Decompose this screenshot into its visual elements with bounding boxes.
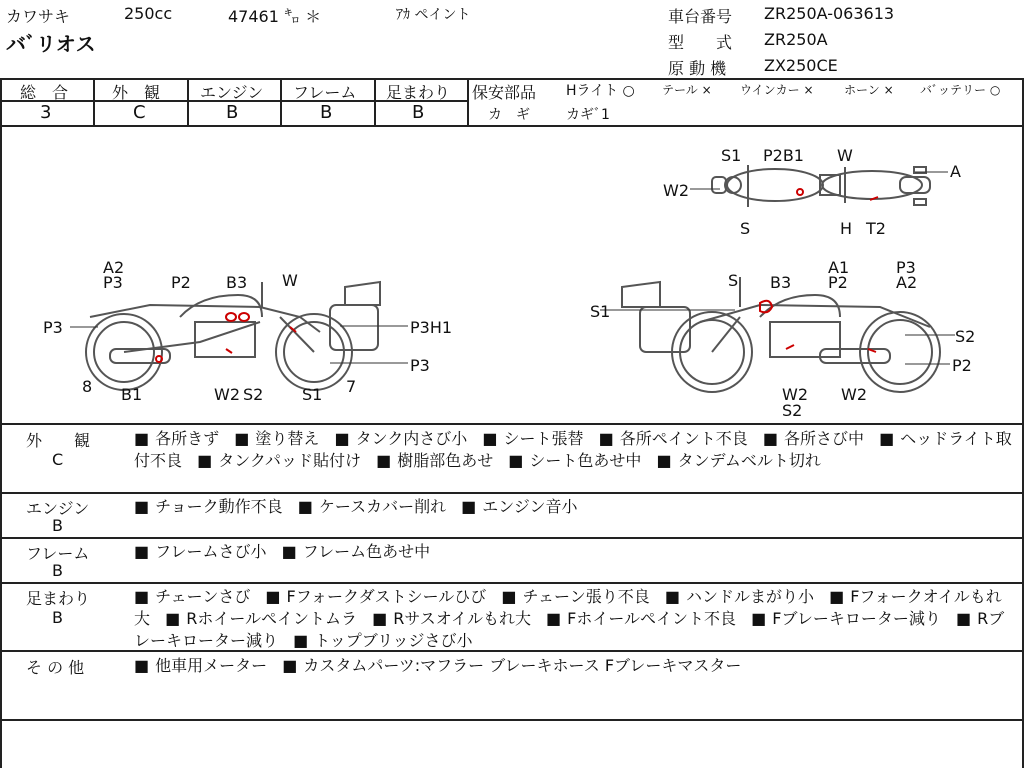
right-side-bike-drawing: [622, 277, 940, 392]
remark-item: ■ Fフォークオイルもれ大: [134, 587, 1002, 628]
remark-item: ■ ハンドルまがり小: [665, 587, 814, 606]
diagram-label: S: [728, 271, 739, 290]
key-value: カギﾞ1: [566, 107, 610, 123]
divider: [93, 78, 95, 126]
remark-item: ■ エンジン音小: [461, 497, 577, 516]
grade-header-total: 総 合: [20, 83, 69, 102]
remark-item: ■ ヘッドライト取付不良: [134, 429, 1012, 470]
color: ｱｶ ペイント: [396, 7, 471, 23]
remark-item: ■ フレームさび小: [134, 542, 267, 561]
diagram-label: S1: [302, 385, 323, 404]
remark-item: ■ Rホイールペイントムラ: [165, 609, 357, 628]
remark-item: ■ チェーンさび: [134, 587, 250, 606]
remark-item: ■ ケースカバー削れ: [298, 497, 446, 516]
diagram-label: S1: [590, 302, 611, 321]
remark-item: ■ 各所きず: [134, 429, 219, 448]
divider: [187, 78, 189, 126]
diagram-label: A2: [103, 258, 125, 277]
divider: [0, 582, 1024, 584]
engine-label: 原 動 機: [668, 59, 727, 78]
diagram-label: W2: [782, 385, 808, 404]
diagram-label: P3H1: [410, 318, 453, 337]
diagram-label: P3: [103, 273, 123, 292]
engine-value: ZX250CE: [764, 56, 838, 75]
remark-item: ■ 各所ペイント不良: [599, 429, 748, 448]
diagram-label: T2: [866, 219, 886, 238]
type-label: 型 式: [668, 33, 733, 52]
diagram-label: W2: [663, 181, 689, 200]
diagram-label: P3: [896, 258, 916, 277]
diagram-label: B3: [226, 273, 248, 292]
remark-items-exterior: [134, 428, 1014, 472]
grade-exterior: C: [133, 102, 146, 123]
remark-items-suspension: [134, 586, 1014, 652]
motorcycle-diagrams: [0, 127, 1024, 423]
diagram-label: 7: [346, 377, 357, 396]
diagram-label: W: [837, 146, 853, 165]
diagram-label: H: [840, 219, 853, 238]
remark-items-frame: [134, 541, 1014, 563]
remark-items-other: [134, 655, 1014, 677]
diagram-label: W: [282, 271, 298, 290]
diagram-label: S2: [782, 401, 803, 420]
left-side-bike-drawing: [86, 282, 380, 390]
remark-item: ■ チェーン張り不良: [501, 587, 649, 606]
diagram-label: P2: [952, 356, 972, 375]
diagram-label: S2: [955, 327, 976, 346]
remark-title-exterior: 外 観: [26, 431, 91, 450]
remark-items-engine: [134, 496, 1014, 518]
top-view-drawing: [712, 165, 930, 207]
diagram-label: P2B1: [763, 146, 804, 165]
remark-grade-suspension: B: [52, 608, 63, 627]
diagram-label: 8: [82, 377, 93, 396]
remark-item: ■ タンク内さび小: [334, 429, 467, 448]
divider: [0, 492, 1024, 494]
remark-title-frame: フレーム: [26, 544, 90, 563]
grade-header-frame: フレーム: [293, 83, 357, 102]
remark-item: ■ Fブレーキローター減り: [751, 609, 941, 628]
grade-engine: B: [226, 102, 239, 123]
key-label: カ ギ: [488, 107, 530, 123]
diagram-label: W2: [214, 385, 240, 404]
remark-item: ■ フレーム色あせ中: [282, 542, 431, 561]
diagram-label: S2: [243, 385, 264, 404]
remark-item: ■ Rサスオイルもれ大: [372, 609, 531, 628]
safety-battery: バﾞッテリー ○: [920, 83, 1001, 97]
remark-item: ■ 塗り替え: [234, 429, 319, 448]
diagram-label: A2: [896, 273, 918, 292]
safety-horn: ホーン ×: [844, 83, 894, 97]
remark-title-suspension: 足まわり: [26, 589, 91, 608]
grade-header-engine: エンジン: [200, 83, 264, 102]
frame-no-label: 車台番号: [668, 7, 733, 26]
remark-title-other: そ の 他: [26, 658, 85, 677]
diagram-label: B1: [121, 385, 143, 404]
divider: [0, 537, 1024, 539]
frame-no: ZR250A-063613: [764, 4, 895, 23]
remark-grade-exterior: C: [52, 450, 64, 469]
divider: [280, 78, 282, 126]
grade-header-suspension: 足まわり: [386, 83, 451, 102]
diagram-label: P2: [171, 273, 191, 292]
remark-item: ■ 他車用メーター: [134, 656, 267, 675]
remark-item: ■ チョーク動作不良: [134, 497, 283, 516]
diagram-label: S: [740, 219, 751, 238]
divider: [374, 78, 376, 126]
diagram-label: P3: [410, 356, 430, 375]
diagram-label: A: [950, 162, 961, 181]
remark-item: ■ カスタムパーツ:マフラー ブレーキホース Fブレーキマスター: [282, 656, 741, 675]
diagram-label: P3: [43, 318, 63, 337]
diagram-label: B3: [770, 273, 792, 292]
diagram-label: P2: [828, 273, 848, 292]
remark-item: ■ シート張替: [482, 429, 583, 448]
remark-item: ■ シート色あせ中: [508, 451, 641, 470]
divider: [467, 78, 469, 126]
safety-headlight: Hライト ○: [566, 83, 635, 99]
diagram-label: W2: [841, 385, 867, 404]
remark-item: ■ Fホイールペイント不良: [546, 609, 736, 628]
divider: [0, 719, 1024, 721]
maker: カワサキ: [6, 7, 71, 26]
grade-total: 3: [40, 102, 52, 123]
remark-item: ■ 樹脂部色あせ: [376, 451, 493, 470]
diagram-label: S1: [721, 146, 742, 165]
divider: [0, 423, 1024, 425]
type-value: ZR250A: [764, 30, 828, 49]
remark-item: ■ 各所さび中: [763, 429, 864, 448]
grade-header-exterior: 外 観: [112, 83, 161, 102]
remark-grade-frame: B: [52, 561, 63, 580]
remark-item: ■ トップブリッジさび小: [293, 631, 472, 650]
remark-item: ■ Rブレーキローター減り: [134, 609, 1004, 650]
grade-suspension: B: [412, 102, 425, 123]
model-name: バﾞリオス: [6, 32, 96, 56]
remark-item: ■ Fフォークダストシールひび: [265, 587, 486, 606]
remark-title-engine: エンジン: [26, 499, 90, 518]
safety-tail: テール ×: [662, 83, 712, 97]
remark-item: ■ タンデムベルト切れ: [657, 451, 821, 470]
displacement: 250cc: [124, 4, 173, 23]
safety-label: 保安部品: [472, 83, 537, 102]
mileage: 47461 ㌔ ＊: [228, 7, 322, 26]
grade-frame: B: [320, 102, 333, 123]
safety-winker: ウインカー ×: [740, 83, 814, 97]
remark-grade-engine: B: [52, 516, 63, 535]
diagram-label: A1: [828, 258, 850, 277]
remark-item: ■ タンクパッド貼付け: [197, 451, 361, 470]
